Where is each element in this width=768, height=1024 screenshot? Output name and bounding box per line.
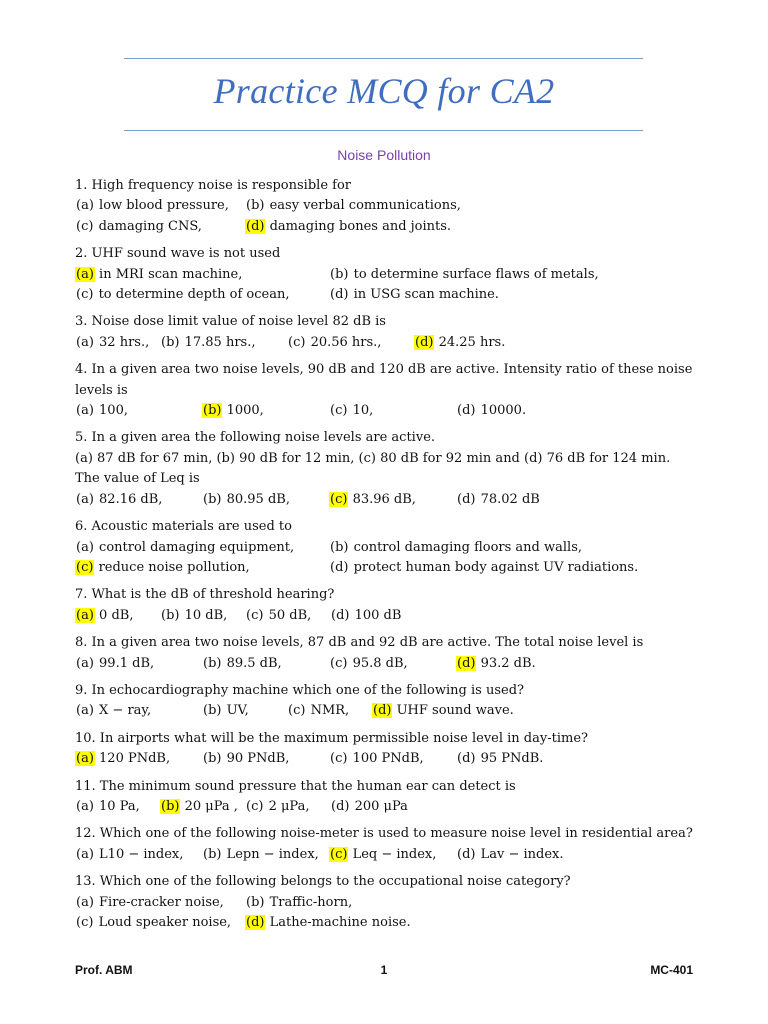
option-text: UHF sound wave. <box>392 703 514 719</box>
answer-option <box>75 333 160 353</box>
option-text: Leq − index, <box>348 846 437 862</box>
option-text: 89.5 dB, <box>222 655 282 671</box>
option-row <box>75 606 715 626</box>
question-stem-continued: (a) 87 dB for 67 min, (b) 90 dB for 12 min, (c) 80 dB for 92 min and (d) 76 dB for 124 min. <box>75 450 671 466</box>
question-stem: 4. In a given area two noise levels, 90 dB and 120 dB are active. Intensity ratio of these noise levels is <box>75 362 693 398</box>
correct-answer-label: (d) <box>246 915 265 930</box>
option-text: protect human body against UV radiations. <box>349 559 639 575</box>
question-stem: 6. Acoustic materials are used to <box>75 519 292 535</box>
answer-option <box>330 797 408 817</box>
answer-option <box>372 701 514 721</box>
question-3 <box>75 312 715 353</box>
answer-option <box>329 749 456 769</box>
option-label: (d) <box>330 559 349 575</box>
correct-answer-label: (a) <box>76 266 94 282</box>
option-text: 10, <box>348 403 374 419</box>
answer-option <box>75 285 329 305</box>
option-label: (c) <box>330 751 348 767</box>
answer-option <box>329 538 582 558</box>
question-2 <box>75 244 715 305</box>
answer-option <box>329 265 599 285</box>
answer-option <box>202 701 287 721</box>
question-stem: 2. UHF sound wave is not used <box>75 246 281 262</box>
question-stem: 12. Which one of the following noise-meter is used to measure noise level in residential area? <box>75 826 693 842</box>
option-label: (b) <box>203 846 222 862</box>
option-row <box>75 333 715 353</box>
answer-option <box>75 913 245 933</box>
answer-option <box>329 285 499 305</box>
option-label: (b) <box>203 655 222 671</box>
option-row <box>75 893 715 913</box>
answer-option <box>456 401 526 421</box>
answer-option <box>245 893 352 913</box>
option-label: (c) <box>76 915 94 930</box>
answer-option <box>75 217 245 237</box>
answer-option <box>245 797 330 817</box>
option-label: (a) <box>76 198 94 214</box>
option-label: (b) <box>203 751 222 767</box>
question-12 <box>75 824 715 865</box>
option-label: (a) <box>76 894 94 910</box>
correct-answer-label: (b) <box>203 403 222 419</box>
option-text: damaging bones and joints. <box>265 218 452 234</box>
option-text: 83.96 dB, <box>348 491 416 507</box>
option-text: Lepn − index, <box>222 846 319 862</box>
option-text: 90 PNdB, <box>222 751 290 767</box>
correct-answer-label: (d) <box>457 655 476 671</box>
option-text: 99.1 dB, <box>94 655 155 671</box>
answer-option <box>75 490 202 510</box>
answer-option <box>160 333 287 353</box>
option-text: 24.25 hrs. <box>434 334 506 350</box>
answer-option <box>202 401 329 421</box>
option-text: 20 μPa , <box>180 798 238 814</box>
option-text: 17.85 hrs., <box>180 334 256 350</box>
question-list <box>75 176 715 940</box>
option-row <box>75 654 715 674</box>
option-text: to determine surface flaws of metals, <box>349 266 599 282</box>
answer-option <box>160 797 245 817</box>
option-label: (a) <box>76 846 94 862</box>
option-text: 78.02 dB <box>476 491 540 507</box>
answer-option <box>329 558 638 578</box>
answer-option <box>329 654 456 674</box>
answer-option <box>75 265 329 285</box>
question-7 <box>75 585 715 626</box>
option-text: 100, <box>94 403 128 419</box>
option-text: 200 μPa <box>350 798 408 814</box>
answer-option <box>75 558 329 578</box>
option-text: 10 dB, <box>180 607 228 623</box>
correct-answer-label: (b) <box>161 798 180 814</box>
option-label: (a) <box>76 334 94 350</box>
option-row <box>75 701 715 721</box>
question-stem: 8. In a given area two noise levels, 87 dB and 92 dB are active. The total noise level is <box>75 635 644 651</box>
answer-option <box>414 333 505 353</box>
question-stem: 5. In a given area the following noise levels are active. <box>75 430 436 446</box>
option-label: (c) <box>246 607 264 623</box>
answer-option <box>75 606 160 626</box>
question-5 <box>75 428 715 510</box>
option-label: (c) <box>330 655 348 671</box>
question-stem: 1. High frequency noise is responsible for <box>75 178 351 193</box>
option-label: (c) <box>288 703 306 719</box>
answer-option <box>75 196 245 216</box>
answer-option <box>75 654 202 674</box>
question-stem: 10. In airports what will be the maximum permissible noise level in day-time? <box>75 730 588 746</box>
option-text: Loud speaker noise, <box>94 915 232 930</box>
option-label: (d) <box>330 287 349 303</box>
answer-option <box>456 490 540 510</box>
option-label: (c) <box>330 403 348 419</box>
question-10 <box>75 729 715 770</box>
option-label: (b) <box>246 198 265 214</box>
question-6 <box>75 517 715 578</box>
answer-option <box>75 538 329 558</box>
correct-answer-label: (c) <box>330 491 348 507</box>
footer-author: Prof. ABM <box>75 963 133 977</box>
correct-answer-label: (d) <box>246 218 265 234</box>
page-subtitle: Noise Pollution <box>337 147 431 163</box>
option-text: 50 dB, <box>264 607 312 623</box>
correct-answer-label: (a) <box>76 751 94 767</box>
answer-option <box>456 749 543 769</box>
option-text: 10 Pa, <box>94 798 140 814</box>
option-label: (b) <box>161 334 180 350</box>
question-13 <box>75 872 715 933</box>
option-row <box>75 538 715 558</box>
correct-answer-label: (d) <box>415 334 434 350</box>
question-stem: 13. Which one of the following belongs to the occupational noise category? <box>75 874 571 890</box>
option-label: (d) <box>331 607 350 623</box>
option-label: (a) <box>76 703 94 719</box>
option-text: control damaging equipment, <box>94 539 295 555</box>
answer-option <box>75 845 202 865</box>
option-label: (d) <box>457 751 476 767</box>
option-label: (b) <box>203 491 222 507</box>
option-text: 82.16 dB, <box>94 491 163 507</box>
option-label: (b) <box>330 539 349 555</box>
answer-option <box>202 490 329 510</box>
question-stem-continued: The value of Leq is <box>75 471 200 487</box>
option-text: 80.95 dB, <box>222 491 290 507</box>
option-label: (c) <box>246 798 264 814</box>
option-text: 120 PNdB, <box>94 751 171 767</box>
page-footer <box>75 963 693 979</box>
correct-answer-label: (c) <box>76 559 94 575</box>
option-label: (d) <box>457 403 476 419</box>
answer-option <box>202 749 329 769</box>
answer-option <box>330 606 401 626</box>
option-text: in USG scan machine. <box>349 287 499 303</box>
answer-option <box>75 893 245 913</box>
option-row <box>75 797 715 817</box>
option-text: L10 − index, <box>94 846 184 862</box>
option-label: (a) <box>76 491 94 507</box>
option-row <box>75 196 715 216</box>
answer-option <box>329 490 456 510</box>
option-text: in MRI scan machine, <box>94 266 243 282</box>
option-label: (a) <box>76 798 94 814</box>
option-label: (d) <box>331 798 350 814</box>
option-text: 0 dB, <box>94 607 134 623</box>
option-row <box>75 401 715 421</box>
option-row <box>75 749 715 769</box>
answer-option <box>75 749 202 769</box>
correct-answer-label: (d) <box>373 703 392 719</box>
option-text: low blood pressure, <box>94 198 229 214</box>
option-label: (a) <box>76 539 94 555</box>
answer-option <box>329 401 456 421</box>
question-stem: 3. Noise dose limit value of noise level 82 dB is <box>75 314 386 330</box>
option-row <box>75 285 715 305</box>
option-row <box>75 913 715 933</box>
answer-option <box>456 654 536 674</box>
option-text: 10000. <box>476 403 527 419</box>
answer-option <box>245 196 461 216</box>
option-label: (b) <box>246 894 265 910</box>
option-label: (a) <box>76 403 94 419</box>
option-row <box>75 217 715 237</box>
option-text: Traffic-horn, <box>265 894 353 910</box>
answer-option <box>329 845 456 865</box>
footer-page-number: 1 <box>380 963 388 977</box>
option-text: Lav − index. <box>476 846 564 862</box>
question-8 <box>75 633 715 674</box>
option-label: (b) <box>203 703 222 719</box>
option-text: Lathe-machine noise. <box>265 915 411 930</box>
option-label: (b) <box>161 607 180 623</box>
answer-option <box>245 606 330 626</box>
option-text: 95.8 dB, <box>348 655 408 671</box>
answer-option <box>456 845 564 865</box>
option-row <box>75 265 715 285</box>
option-text: control damaging floors and walls, <box>349 539 583 555</box>
option-text: easy verbal communications, <box>265 198 461 214</box>
option-text: UV, <box>222 703 249 719</box>
option-text: 95 PNdB. <box>476 751 544 767</box>
question-stem: 11. The minimum sound pressure that the human ear can detect is <box>75 778 516 794</box>
option-text: X − ray, <box>94 703 152 719</box>
question-stem: 7. What is the dB of threshold hearing? <box>75 587 335 603</box>
answer-option <box>287 701 372 721</box>
answer-option <box>75 401 202 421</box>
footer-course-code: MC-401 <box>650 963 693 977</box>
option-label: (c) <box>76 287 94 303</box>
answer-option <box>75 797 160 817</box>
option-label: (d) <box>457 846 476 862</box>
option-text: to determine depth of ocean, <box>94 287 290 303</box>
option-text: 100 dB <box>350 607 402 623</box>
option-text: 32 hrs., <box>94 334 150 350</box>
option-label: (c) <box>288 334 306 350</box>
correct-answer-label: (c) <box>330 846 348 862</box>
option-row <box>75 490 715 510</box>
answer-option <box>287 333 414 353</box>
option-text: Fire-cracker noise, <box>94 894 224 910</box>
answer-option <box>245 217 451 237</box>
option-text: 2 μPa, <box>264 798 310 814</box>
answer-option <box>202 654 329 674</box>
question-1 <box>75 176 715 237</box>
question-4 <box>75 360 715 421</box>
option-text: 93.2 dB. <box>476 655 536 671</box>
option-text: 1000, <box>222 403 264 419</box>
option-text: 100 PNdB, <box>348 751 424 767</box>
option-label: (b) <box>330 266 349 282</box>
option-label: (a) <box>76 655 94 671</box>
page-title: Practice MCQ for CA2 <box>213 71 555 111</box>
option-text: 20.56 hrs., <box>306 334 382 350</box>
question-11 <box>75 777 715 818</box>
answer-option <box>160 606 245 626</box>
option-label: (c) <box>76 218 94 234</box>
title-rule-top <box>124 58 643 59</box>
title-rule-bottom <box>124 130 643 131</box>
question-9 <box>75 681 715 722</box>
correct-answer-label: (a) <box>76 607 94 623</box>
option-text: damaging CNS, <box>94 218 202 234</box>
option-text: NMR, <box>306 703 350 719</box>
option-text: reduce noise pollution, <box>94 559 250 575</box>
question-stem: 9. In echocardiography machine which one of the following is used? <box>75 682 524 698</box>
option-label: (d) <box>457 491 476 507</box>
answer-option <box>245 913 411 933</box>
option-row <box>75 558 715 578</box>
answer-option <box>202 845 329 865</box>
answer-option <box>75 701 202 721</box>
option-row <box>75 845 715 865</box>
